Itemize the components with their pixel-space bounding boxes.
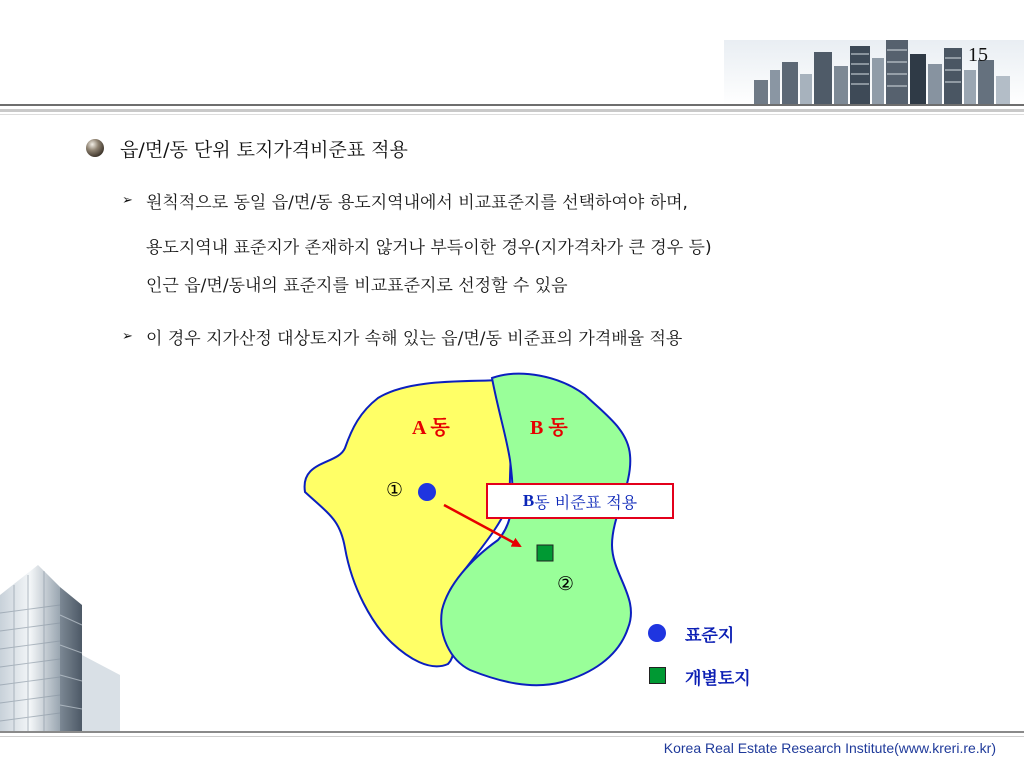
standard-land-marker — [418, 483, 436, 501]
arrow-bullet-icon: ➢ — [122, 193, 133, 208]
slide-heading: 읍/면/동 단위 토지가격비준표 적용 — [120, 139, 408, 161]
standard-land-legend-icon — [648, 624, 666, 642]
callout-text: 동 비준표 적용 — [534, 492, 638, 512]
region-b-label: B 동 — [530, 417, 568, 439]
callout-prefix: B — [522, 491, 535, 510]
point-1-line-3: 인근 읍/면/동내의 표준지를 비교표준지로 선정할 수 있음 — [146, 276, 568, 296]
marker-2-label: ② — [557, 573, 575, 595]
footer-credit: Korea Real Estate Research Institute(www.kreri.re.kr) — [663, 740, 996, 756]
point-2-line-1: 이 경우 지가산정 대상토지가 속해 있는 읍/면/동 비준표의 가격배율 적용 — [146, 329, 683, 349]
page-number: 15 — [968, 44, 988, 66]
callout-box — [486, 483, 674, 519]
point-1-line-2: 용도지역내 표준지가 존재하지 않거나 부득이한 경우(지가격차가 큰 경우 등) — [146, 238, 712, 258]
marker-1-label: ① — [386, 479, 404, 501]
point-1-line-1: 원칙적으로 동일 읍/면/동 용도지역내에서 비교표준지를 선택하여야 하며, — [146, 193, 688, 213]
legend-label-standard-land: 표준지 — [685, 626, 735, 646]
legend-label-individual-land: 개별토지 — [685, 669, 751, 689]
arrow-bullet-icon: ➢ — [122, 329, 133, 344]
individual-land-marker — [537, 545, 553, 561]
individual-land-legend-icon — [649, 667, 666, 684]
region-a-label: A 동 — [412, 417, 450, 439]
